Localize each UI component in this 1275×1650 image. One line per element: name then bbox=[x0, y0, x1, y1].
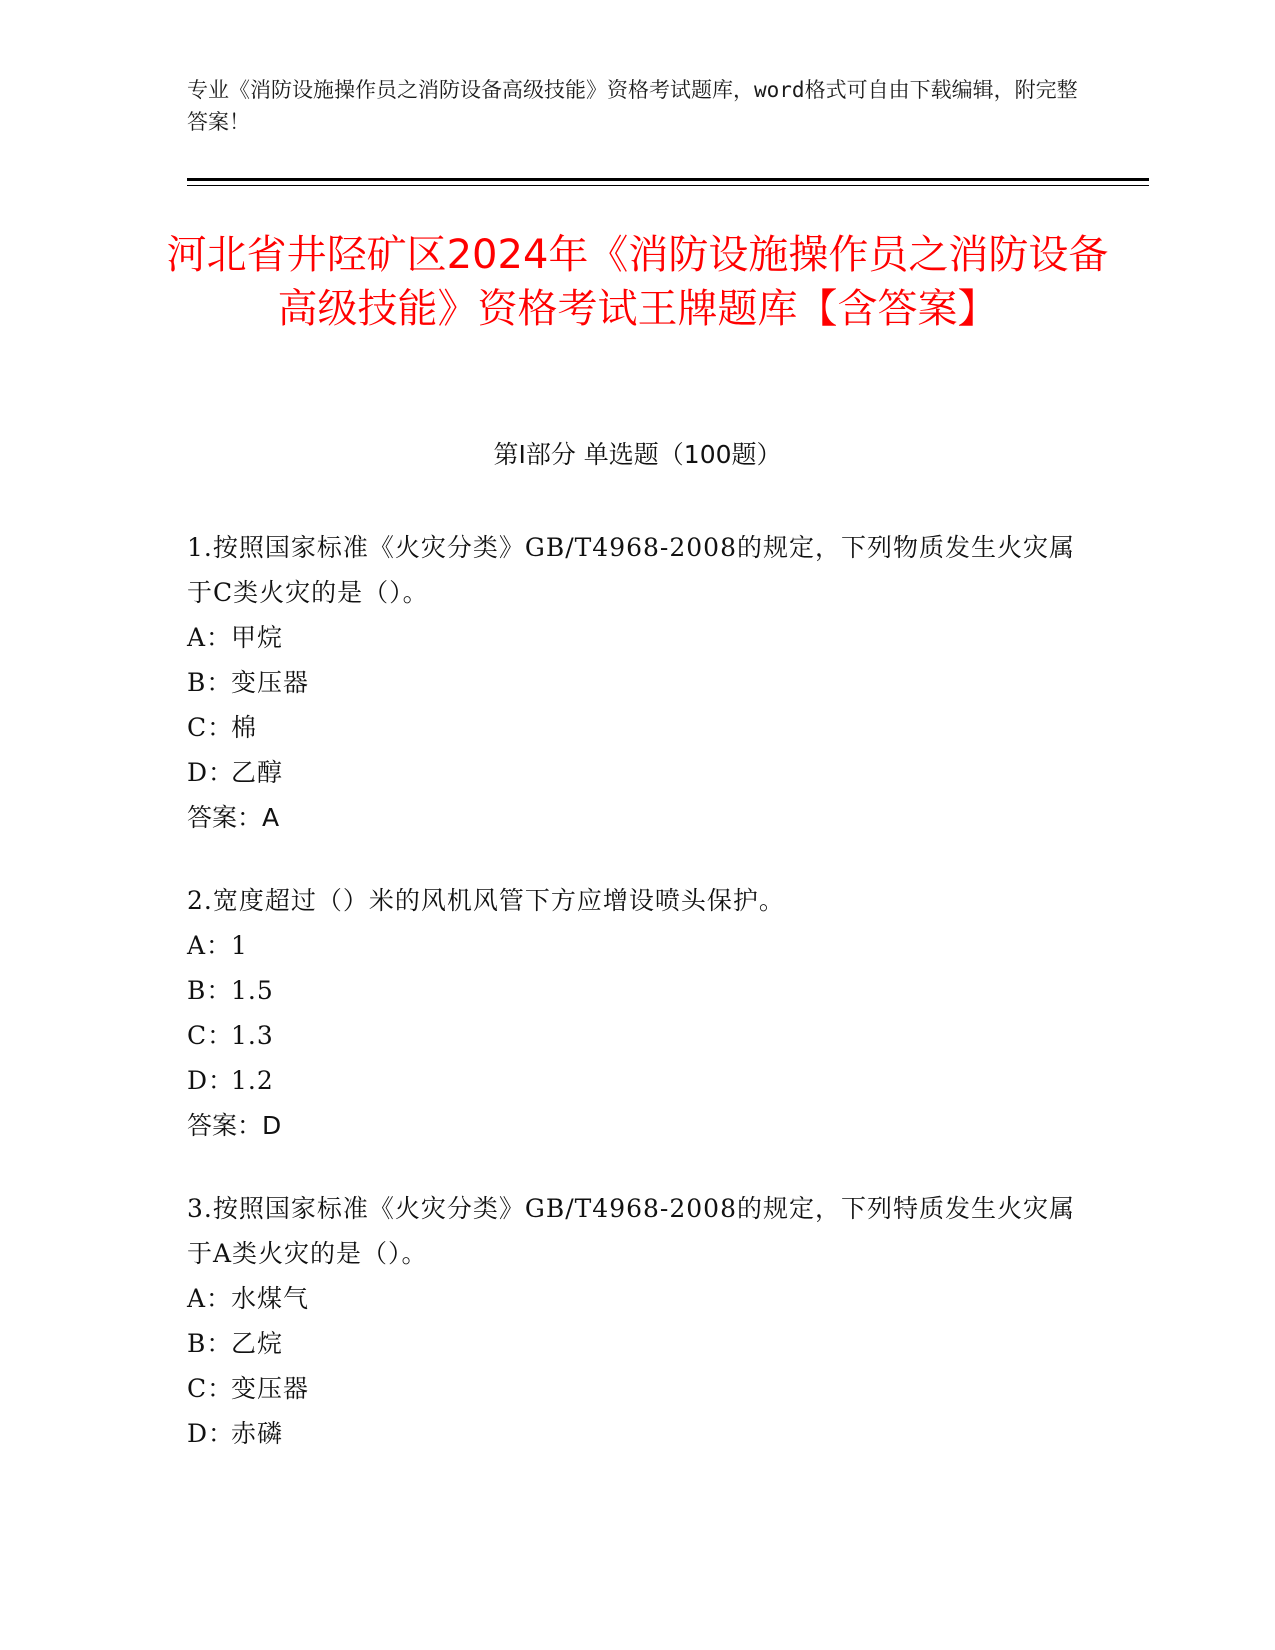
option-text: 棉 bbox=[231, 713, 258, 742]
option-key: D： bbox=[187, 1066, 235, 1095]
header-note: 专业《消防设施操作员之消防设备高级技能》资格考试题库，word格式可自由下载编辑，附完整答案！ bbox=[187, 78, 1078, 134]
option-text: 1.3 bbox=[231, 1021, 274, 1050]
option-key: C： bbox=[187, 713, 234, 742]
answer-line: 答案：A bbox=[187, 803, 280, 832]
option-text: 变压器 bbox=[231, 668, 310, 697]
question-stem: 1.按照国家标准《火灾分类》GB/T4968-2008的规定，下列物质发生火灾属于C类火灾的是（）。 bbox=[187, 533, 1075, 607]
option-key: D： bbox=[187, 1419, 235, 1448]
option-text: 1.2 bbox=[231, 1066, 274, 1095]
option-key: A： bbox=[187, 1284, 233, 1313]
document-title: 河北省井陉矿区2024年《消防设施操作员之消防设备高级技能》资格考试王牌题库【含答案】 bbox=[166, 232, 1109, 332]
option-text: 甲烷 bbox=[231, 623, 284, 652]
option-text: 乙醇 bbox=[231, 758, 284, 787]
question-stem: 3.按照国家标准《火灾分类》GB/T4968-2008的规定，下列特质发生火灾属于A类火灾的是（）。 bbox=[187, 1194, 1075, 1268]
option-key: A： bbox=[187, 931, 233, 960]
option-d bbox=[187, 1411, 1092, 1456]
answer-line: 答案：D bbox=[187, 1111, 282, 1140]
option-b bbox=[187, 660, 1092, 705]
option-text: 乙烷 bbox=[231, 1329, 284, 1358]
option-text: 1 bbox=[231, 931, 248, 960]
option-text: 赤磷 bbox=[231, 1419, 284, 1448]
question-1 bbox=[187, 525, 1092, 840]
option-key: B： bbox=[187, 668, 233, 697]
option-a bbox=[187, 1276, 1092, 1321]
header-divider-thin bbox=[187, 185, 1149, 186]
option-d bbox=[187, 750, 1092, 795]
option-b bbox=[187, 968, 1092, 1013]
option-a bbox=[187, 923, 1092, 968]
option-c bbox=[187, 1366, 1092, 1411]
header-divider-thick bbox=[187, 178, 1149, 181]
option-key: C： bbox=[187, 1374, 234, 1403]
option-c bbox=[187, 1013, 1092, 1058]
option-key: C： bbox=[187, 1021, 234, 1050]
section-heading: 第I部分 单选题（100题） bbox=[493, 440, 782, 469]
option-key: B： bbox=[187, 1329, 233, 1358]
option-key: B： bbox=[187, 976, 233, 1005]
option-text: 变压器 bbox=[231, 1374, 310, 1403]
option-text: 1.5 bbox=[231, 976, 274, 1005]
option-a bbox=[187, 615, 1092, 660]
option-key: D： bbox=[187, 758, 235, 787]
option-c bbox=[187, 705, 1092, 750]
question-list bbox=[187, 525, 1092, 1494]
question-3 bbox=[187, 1186, 1092, 1456]
option-b bbox=[187, 1321, 1092, 1366]
option-d bbox=[187, 1058, 1092, 1103]
option-text: 水煤气 bbox=[231, 1284, 310, 1313]
question-stem: 2.宽度超过（）米的风机风管下方应增设喷头保护。 bbox=[187, 886, 785, 915]
question-2 bbox=[187, 878, 1092, 1148]
option-key: A： bbox=[187, 623, 233, 652]
